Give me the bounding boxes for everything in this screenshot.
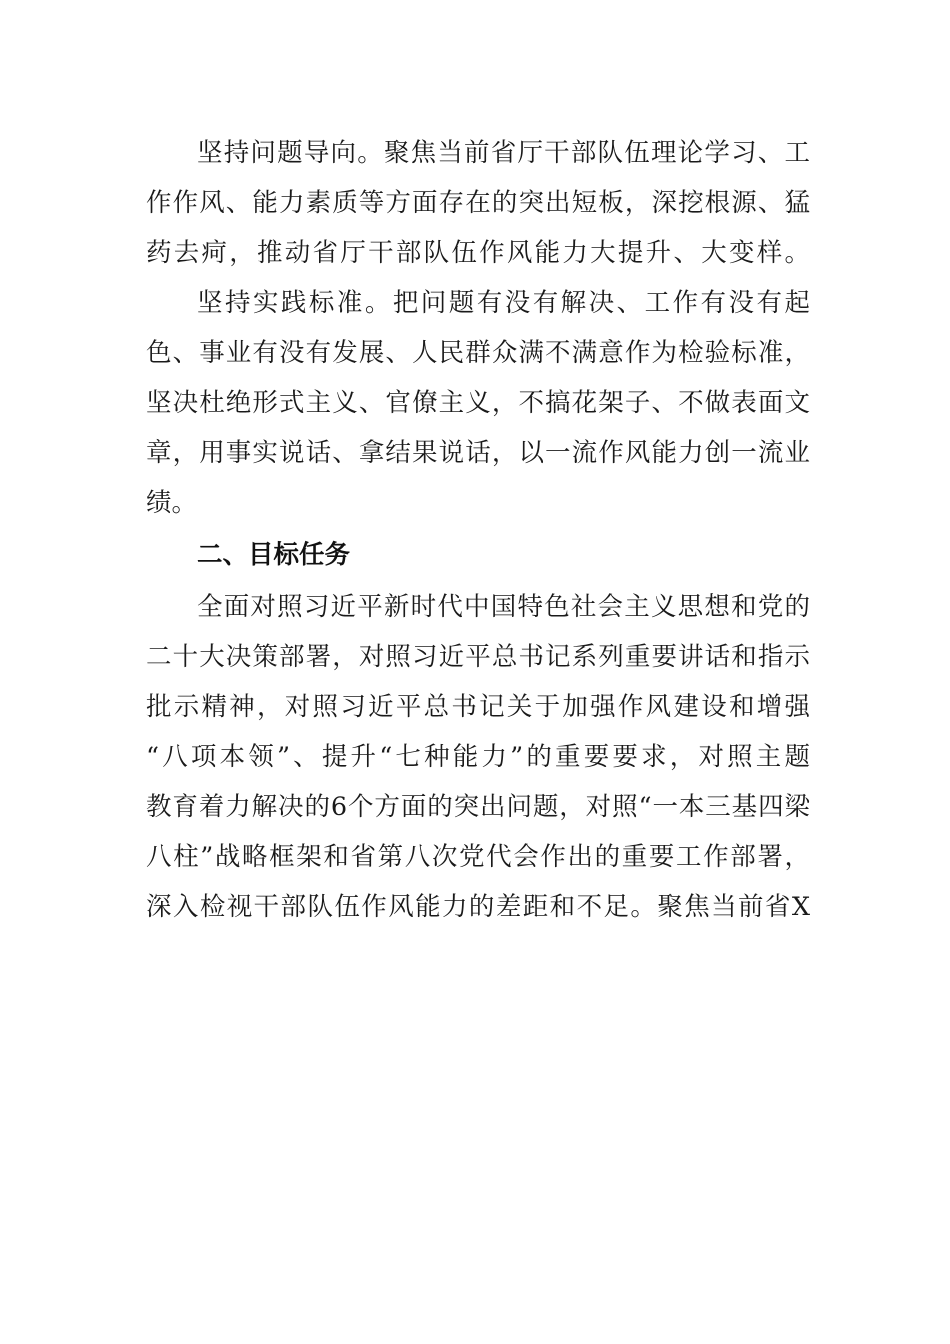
paragraph-line: 批示精神，对照习近平总书记关于加强作风建设和增强 <box>146 692 810 722</box>
paragraph-line: 深入检视干部队伍作风能力的差距和不足。聚焦当前省X <box>146 892 810 922</box>
paragraph-line: “八项本领”、提升“七种能力”的重要要求，对照主题 <box>146 742 810 772</box>
paragraph-goals-tasks <box>146 582 810 932</box>
document-body <box>146 128 810 932</box>
paragraph-line: 作作风、能力素质等方面存在的突出短板，深挖根源、猛 <box>146 188 810 218</box>
section-heading: 二、目标任务 <box>197 540 351 570</box>
paragraph-line: 二十大决策部署，对照习近平总书记系列重要讲话和指示 <box>146 642 810 672</box>
paragraph-line: 八柱”战略框架和省第八次党代会作出的重要工作部署， <box>146 842 810 872</box>
paragraph-line: 药去疴，推动省厅干部队伍作风能力大提升、大变样。 <box>146 238 810 268</box>
paragraph-line: 绩。 <box>146 488 198 518</box>
paragraph-practice-standard <box>146 278 810 528</box>
paragraph-line: 坚持问题导向。聚焦当前省厅干部队伍理论学习、工 <box>197 138 810 168</box>
paragraph-line: 色、事业有没有发展、人民群众满不满意作为检验标准， <box>146 338 810 368</box>
paragraph-line: 全面对照习近平新时代中国特色社会主义思想和党的 <box>197 592 810 622</box>
paragraph-line: 坚决杜绝形式主义、官僚主义，不搞花架子、不做表面文 <box>146 388 810 418</box>
paragraph-problem-orientation <box>146 128 810 278</box>
paragraph-line: 章，用事实说话、拿结果说话，以一流作风能力创一流业 <box>146 438 810 468</box>
paragraph-line: 坚持实践标准。把问题有没有解决、工作有没有起 <box>197 288 810 318</box>
paragraph-line: 教育着力解决的6个方面的突出问题，对照“一本三基四梁 <box>146 792 810 822</box>
